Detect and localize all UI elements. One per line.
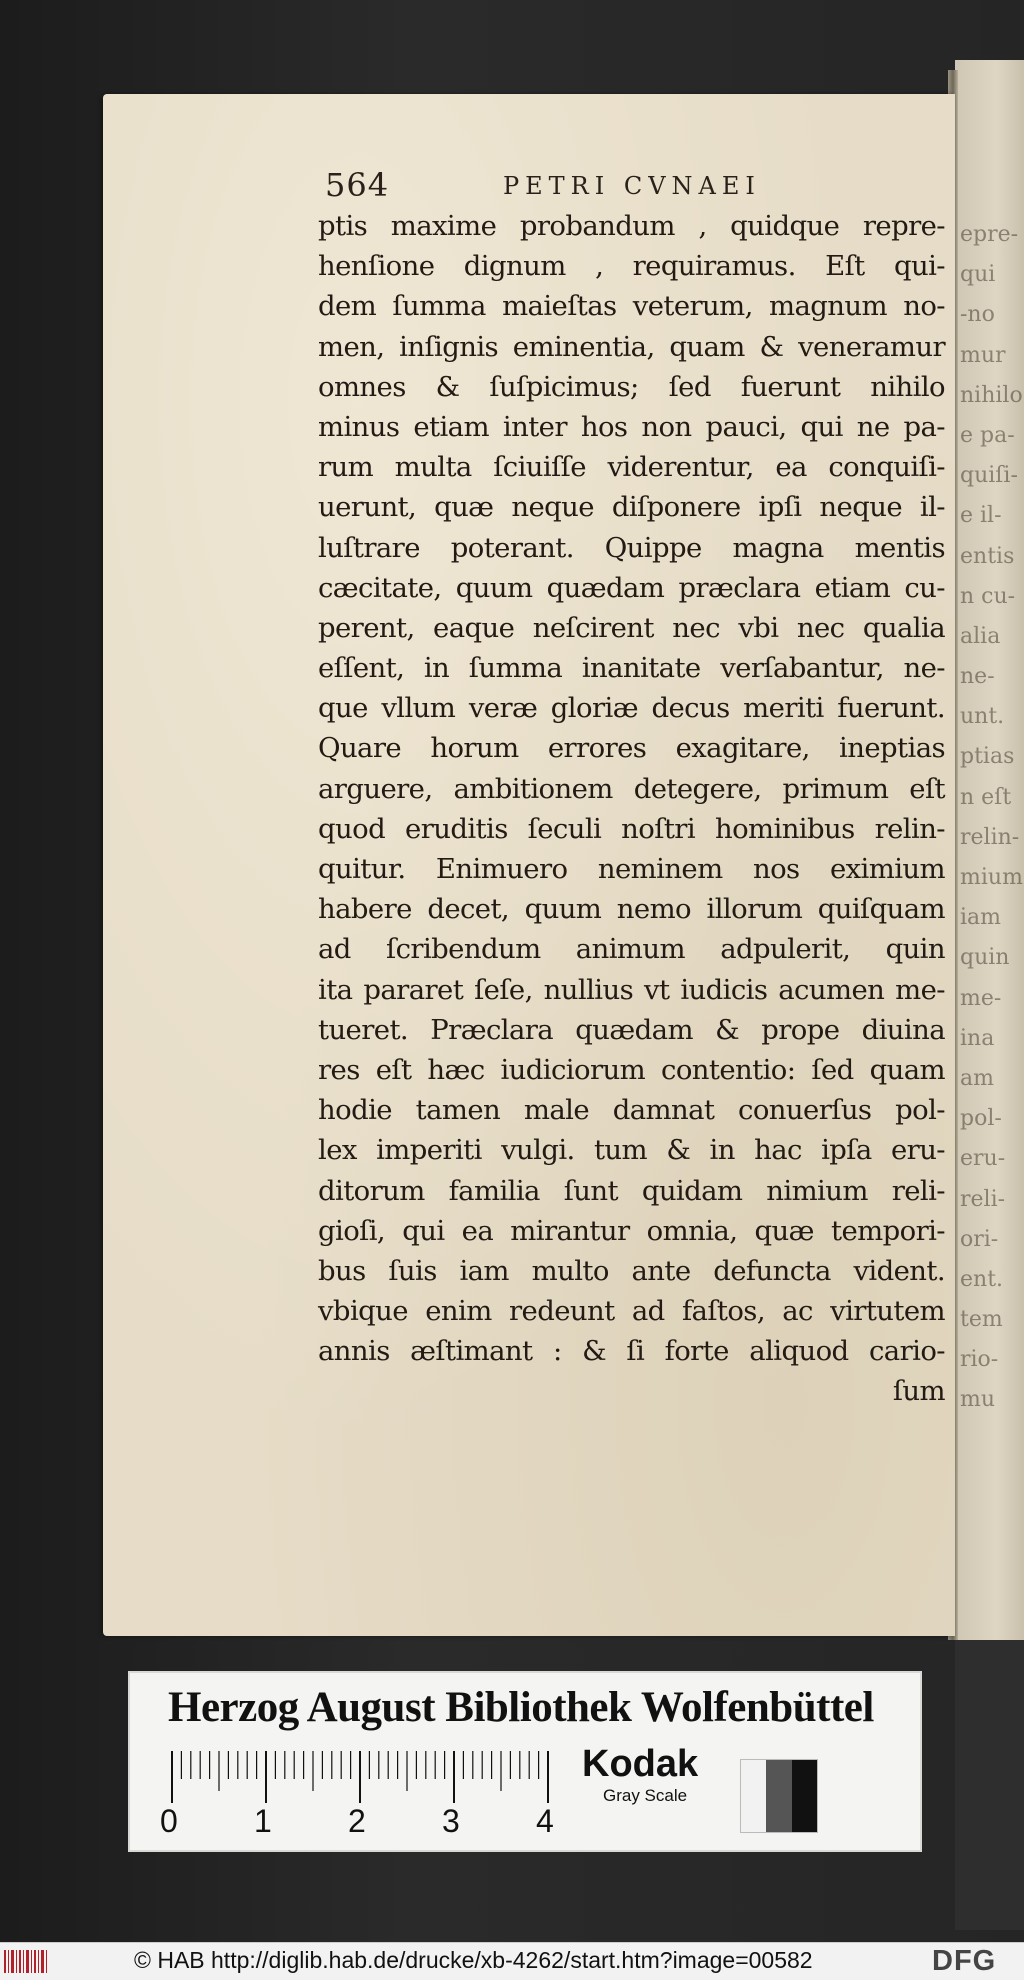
next-leaf-fragment: eru- (960, 1146, 1006, 1172)
ruler-label: 0 (160, 1803, 178, 1839)
next-leaf-fragment: ori- (960, 1226, 999, 1252)
next-leaf-fragment: quiſi- (960, 463, 1018, 489)
next-leaf-text (960, 215, 1024, 1421)
next-leaf-fragment: ptias (960, 744, 1015, 770)
grayscale-swatches (740, 1759, 818, 1833)
next-leaf-fragment: tem (960, 1307, 1003, 1333)
text-line: tueret. Præclara quædam & prope diuina (318, 1013, 945, 1046)
next-leaf-fragment: rio- (960, 1347, 999, 1373)
text-line: habere decet, quum nemo illorum quiſquam (318, 893, 945, 926)
next-leaf-fragment: -no (960, 302, 995, 328)
card-title: Herzog August Bibliothek Wolfenbüttel (168, 1684, 874, 1731)
text-line: minus etiam inter hos non pauci, qui ne pa- (318, 410, 945, 443)
text-line: res eſt hæc iudiciorum contentio: ſed quam (318, 1053, 945, 1086)
text-line: Quare horum errores exagitare, ineptias (318, 732, 945, 765)
next-leaf-fragment: qui (960, 262, 996, 288)
running-head: PETRI CVNAEI (503, 172, 761, 200)
text-line: quod eruditis ſeculi noſtri hominibus relin- (318, 812, 945, 845)
text-line: que vllum veræ gloriæ decus meriti fuerunt. (318, 692, 945, 725)
next-leaf-fragment: e il- (960, 503, 1002, 529)
next-leaf-fragment: n eſt (960, 784, 1012, 810)
text-line: quitur. Enimuero neminem nos eximium (318, 853, 945, 885)
text-line: vbique enim redeunt ad faſtos, ac virtutem (318, 1295, 945, 1328)
copyright-url[interactable]: © HAB http://diglib.hab.de/drucke/xb-4262/start.htm?image=00582 (134, 1947, 813, 1973)
text-line: ptis maxime probandum , quidque repre- (318, 210, 945, 242)
text-line: arguere, ambitionem detegere, primum eſt (318, 772, 945, 805)
text-line: dem ſumma maieſtas veterum, magnum no- (318, 290, 945, 323)
next-leaf-fragment: iam (960, 905, 1002, 931)
text-line: ditorum familia ſunt quidam nimium reli- (318, 1174, 945, 1207)
next-leaf-fragment: mur (960, 342, 1006, 368)
text-line: eſſent, in ſumma inanitate verſabantur, ne- (318, 652, 945, 685)
text-line: cæcitate, quum quædam præclara etiam cu- (318, 571, 945, 604)
dfg-logo: DFG (932, 1945, 997, 1977)
text-line: omnes & ſuſpicimus; ſed fuerunt nihilo (318, 370, 945, 403)
text-line: luſtrare poterant. Quippe magna mentis (318, 531, 945, 564)
text-line: annis æſtimant : & ſi forte aliquod cario- (318, 1335, 945, 1368)
text-line: ita pararet ſeſe, nullius vt iudicis acumen me- (318, 973, 945, 1006)
page-header (325, 166, 885, 210)
text-line: uerunt, quæ neque diſponere ipſi neque il- (318, 491, 945, 524)
ruler (170, 1749, 550, 1809)
next-leaf-fragment: quin (960, 945, 1010, 971)
ruler-label: 4 (536, 1803, 554, 1839)
next-leaf-fragment: nihilo (960, 382, 1023, 408)
text-line: henſione dignum , requiramus. Eſt qui- (318, 250, 945, 283)
ruler-numbers (160, 1803, 580, 1843)
next-leaf-fragment: entis (960, 543, 1015, 569)
next-leaf-fragment: ne- (960, 664, 995, 690)
next-leaf-fragment: am (960, 1065, 994, 1091)
text-line: lex imperiti vulgi. tum & in hac ipſa eru- (318, 1134, 945, 1167)
text-line: ad ſcribendum animum adpulerit, quin (318, 933, 945, 966)
next-leaf-fragment: mium (960, 865, 1023, 890)
next-leaf-fragment: ina (960, 1025, 995, 1051)
next-leaf-fragment: alia (960, 623, 1001, 649)
text-line: gioſi, qui ea mirantur omnia, quæ tempori- (318, 1214, 945, 1247)
next-leaf-fragment: n cu- (960, 583, 1016, 609)
book-page (103, 94, 955, 1636)
next-leaf-fragment: me- (960, 985, 1002, 1011)
next-leaf-fragment: e pa- (960, 422, 1015, 448)
next-leaf-fragment: relin- (960, 824, 1020, 850)
ruler-label: 2 (348, 1803, 366, 1839)
body-text (318, 206, 945, 1412)
next-leaf-fragment: pol- (960, 1106, 1002, 1132)
page-number: 564 (325, 166, 390, 204)
barcode-icon (4, 1948, 48, 1975)
next-leaf-shadow (955, 1640, 1024, 1930)
text-line: perent, eaque neſcirent nec vbi nec qualia (318, 611, 945, 644)
ruler-label: 1 (254, 1803, 272, 1839)
footer-bar (0, 1942, 1024, 1980)
next-leaf-fragment: mu (960, 1387, 996, 1413)
gray-swatch (792, 1760, 817, 1832)
text-line: hodie tamen male damnat conuerſus pol- (318, 1094, 945, 1127)
gray-swatch (741, 1760, 766, 1832)
next-leaf-fragment: reli- (960, 1186, 1006, 1212)
color-calibration-card (128, 1671, 922, 1852)
gray-swatch (766, 1760, 791, 1832)
grayscale-label: Gray Scale (603, 1786, 688, 1805)
next-leaf-fragment: ent. (960, 1266, 1004, 1292)
kodak-logo: Kodak (582, 1743, 699, 1785)
text-line: men, inſignis eminentia, quam & veneramur (318, 330, 945, 363)
text-line: rum multa ſciuiſſe viderentur, ea conquiſi- (318, 451, 945, 484)
next-leaf-fragment: unt. (960, 704, 1005, 730)
text-line: bus ſuis iam multo ante defuncta vident. (318, 1254, 945, 1287)
next-leaf-fragment: epre- (960, 222, 1019, 247)
ruler-label: 3 (442, 1803, 460, 1839)
catchword: ſum (892, 1375, 945, 1408)
